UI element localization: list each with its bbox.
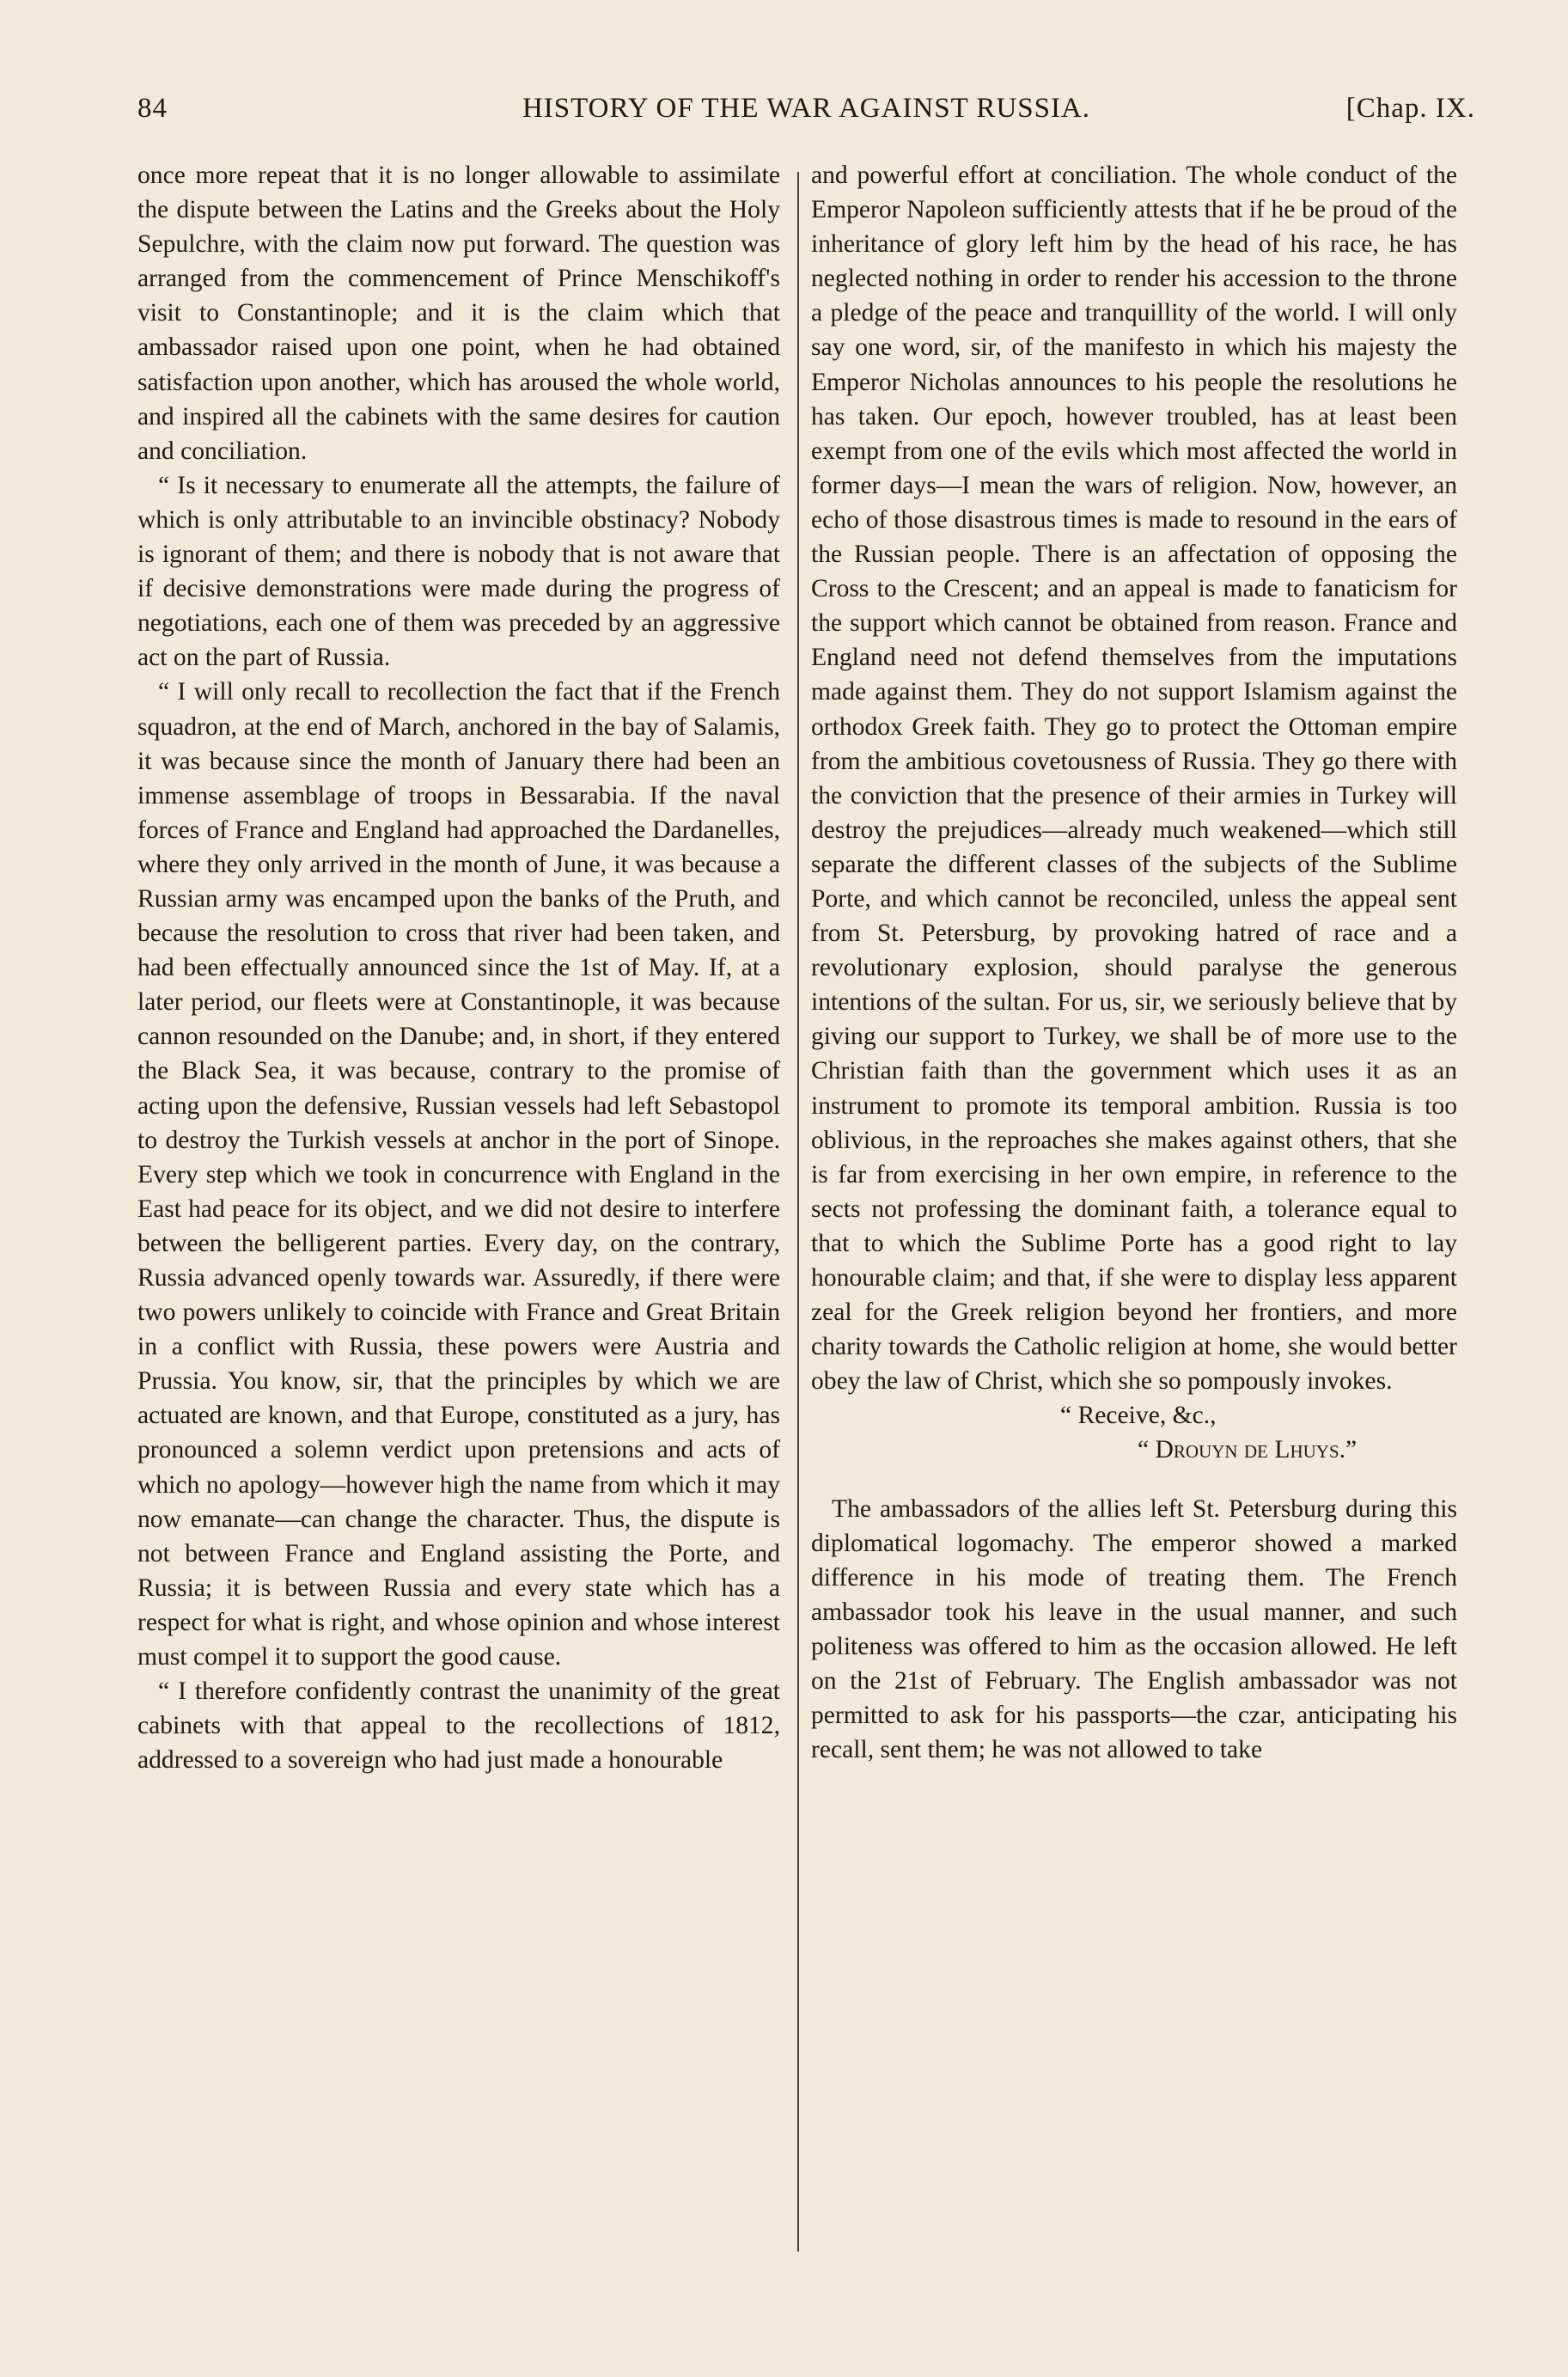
running-title: HISTORY OF THE WAR AGAINST RUSSIA. [522, 93, 1091, 124]
paragraph: once more repeat that it is no longer allowable to assimilate the dispute between the Latins and the Greeks about the Holy Sepulchre, with the claim now put forward. The question was arranged from the commencement of Prince Menschikoff's visit to Constantinople; and it is the claim which that ambassador raised upon one point, when he had obtained satisfaction upon another, which has aroused the whole world, and inspired all the cabinets with the same desires for caution and conciliation. [137, 162, 780, 465]
letter-closing: “ Receive, &c., [1060, 1402, 1217, 1430]
paragraph: The ambassadors of the allies left St. Petersburg during this diplomatical logomachy. The emperor showed a marked difference in his mode of treating them. The French ambassador took his leave in the usual manner, and such politeness was offered to him as the occasion allowed. He left on the 21st of February. The English ambassador was not permitted to ask for his passports—the czar, anticipating his recall, sent them; he was not allowed to take [811, 1494, 1457, 1764]
page-header [137, 93, 1475, 134]
letter-signature: “ Drouyn de Lhuys.” [1138, 1436, 1358, 1464]
left-column [137, 158, 780, 1777]
page-number: 84 [137, 93, 168, 124]
paragraph: “ Is it necessary to enumerate all the attempts, the failure of which is only attributable to an invincible obstinacy? Nobody is ignorant of them; and there is nobody that is not aware that if decisive demonstrations were made during the progress of negotiations, each one of them was preceded by an aggressive act on the part of Russia. [137, 471, 780, 672]
chapter-label: [Chap. IX. [1345, 93, 1475, 124]
column-divider [797, 172, 799, 2252]
spacer [811, 1468, 1457, 1492]
paragraph: and powerful effort at conciliation. The whole conduct of the Emperor Napoleon sufficiently attests that if he be proud of the inheritance of glory left him by the head of his race, he has neglected nothing in order to render his accession to the throne a pledge of the peace and tranquillity of the world. I will only say one word, sir, of the manifesto in which his majesty the Emperor Nicholas announces to his people the resolutions he has taken. Our epoch, however troubled, has at least been exempt from one of the evils which most affected the world in former days—I mean the wars of religion. Now, however, an echo of those disastrous times is made to resound in the ears of the Russian people. There is an affectation of opposing the Cross to the Crescent; and an appeal is made to fanaticism for the support which cannot be obtained from reason. France and England need not defend themselves from the imputations made against them. They do not support Islamism against the orthodox Greek faith. They go to protect the Ottoman empire from the ambitious covetousness of Russia. They go there with the conviction that the presence of their armies in Turkey will destroy the prejudices—already much weakened—which still separate the different classes of the subjects of the Sublime Porte, and which cannot be reconciled, unless the appeal sent from St. Petersburg, by provoking hatred of race and a revolutionary explosion, should paralyse the generous intentions of the sultan. For us, sir, we seriously believe that by giving our support to Turkey, we shall be of more use to the Christian faith than the government which uses it as an instrument to promote its temporal ambition. Russia is too oblivious, in the reproaches she makes against others, that she is far from exercising in her own empire, in reference to the sects not professing the dominant faith, a tolerance equal to that to which the Sublime Porte has a good right to lay honourable claim; and that, if she were to display less apparent zeal for the Greek religion beyond her frontiers, and more charity towards the Catholic religion at home, she would better obey the law of Christ, which she so pompously invokes. [811, 162, 1457, 1396]
paragraph: “ I therefore confidently contrast the unanimity of the great cabinets with that appeal to the recollections of 1812, addressed to a sovereign who had just made a honourable [137, 1677, 780, 1775]
right-column [811, 158, 1457, 1767]
paragraph: “ I will only recall to recollection the fact that if the French squadron, at the end of March, anchored in the bay of Salamis, it was because since the month of January there had been an immense assemblage of troops in Bessarabia. If the naval forces of France and England had approached the Dardanelles, where they only arrived in the month of June, it was because a Russian army was encamped upon the banks of the Pruth, and because the resolution to cross that river had been taken, and had been effectually announced since the 1st of May. If, at a later period, our fleets were at Constantinople, it was because cannon resounded on the Danube; and, in short, if they entered the Black Sea, it was because, contrary to the promise of acting upon the defensive, Russian vessels had left Sebastopol to destroy the Turkish vessels at anchor in the port of Sinope. Every step which we took in concurrence with England in the East had peace for its object, and we did not desire to interfere between the belligerent parties. Every day, on the contrary, Russia advanced openly towards war. Assuredly, if there were two powers unlikely to coincide with France and Great Britain in a conflict with Russia, these powers were Austria and Prussia. You know, sir, that the principles by which we are actuated are known, and that Europe, constituted as a jury, has pronounced a solemn verdict upon pretensions and acts of which no apology—however high the name from which it may now emanate—can change the character. Thus, the dispute is not between France and England assisting the Porte, and Russia; it is between Russia and every state which has a respect for what is right, and whose opinion and whose interest must compel it to support the good cause. [137, 678, 780, 1671]
